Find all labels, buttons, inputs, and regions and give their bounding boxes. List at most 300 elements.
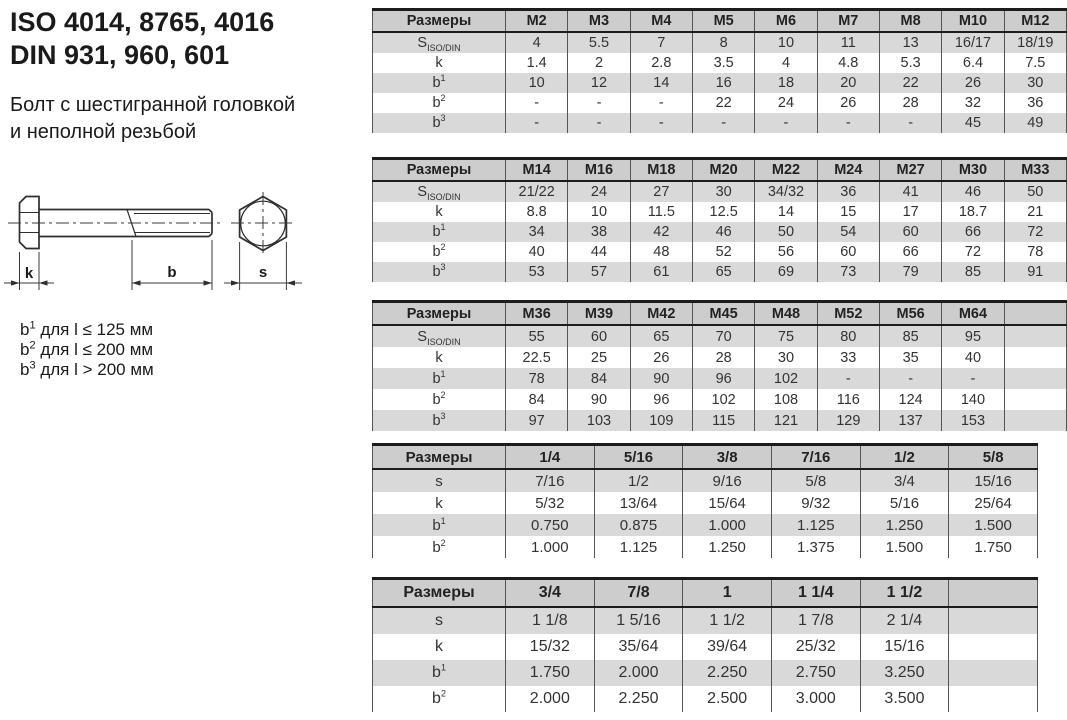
value-cell: 0.875 [594,514,683,536]
header-row [373,579,1038,608]
value-cell: 34/32 [755,181,817,202]
size-column-header: 1 1/2 [860,579,949,608]
value-cell: 36 [1004,93,1066,113]
value-cell: 5/16 [860,492,949,514]
value-cell: 52 [692,242,754,262]
value-cell: 25 [568,347,630,368]
row-label: $b^2$ [373,93,506,113]
value-cell: 18.7 [942,202,1004,222]
row-label: $b^1$ [373,660,506,686]
value-cell: 1.250 [683,536,772,558]
value-cell: 30 [1004,73,1066,93]
table-metric-m2-m12 [372,8,1067,133]
value-cell: 40 [942,347,1004,368]
size-column-header: 1/4 [506,445,595,470]
value-cell: 78 [506,368,568,389]
table-inch-small [372,443,1038,558]
table-row [373,686,1038,712]
value-cell: 85 [942,262,1004,282]
value-cell: 153 [942,410,1004,431]
value-cell: 54 [817,222,879,242]
dim-label-b: b [167,264,177,281]
value-cell: 24 [568,181,630,202]
value-cell: 66 [879,242,941,262]
value-cell: 5.5 [568,32,630,53]
row-label: $S_{ISO/DIN}$ [373,181,506,202]
value-cell: 24 [755,93,817,113]
size-column-header: M45 [692,302,754,326]
value-cell: 1.000 [506,536,595,558]
value-cell [949,634,1038,660]
value-cell: 36 [817,181,879,202]
size-column-header: M24 [817,159,879,182]
value-cell: 22.5 [506,347,568,368]
header-row [373,10,1067,33]
row-label: $b^2$ [373,389,506,410]
value-cell: 15/16 [860,634,949,660]
value-cell: 90 [568,389,630,410]
size-column-header: 5/8 [949,445,1038,470]
row-label: $S_{ISO/DIN}$ [373,32,506,53]
din-standards-title: DIN 931, 960, 601 [10,40,230,70]
row-label: k [373,634,506,660]
value-cell: 40 [506,242,568,262]
value-cell: 1 1/8 [506,607,595,634]
header-row [373,445,1038,470]
row-label: $S_{ISO/DIN}$ [373,325,506,347]
value-cell: 1.500 [860,536,949,558]
value-cell: 1.125 [594,536,683,558]
value-cell: 2.750 [771,660,860,686]
value-cell: 9/32 [771,492,860,514]
value-cell: 124 [879,389,941,410]
header-row [373,159,1067,182]
size-column-header: M2 [506,10,568,33]
size-column-header: 1 1/4 [771,579,860,608]
value-cell: 5.3 [879,53,941,73]
value-cell: 15/32 [506,634,595,660]
dimensions-header: Размеры [373,445,506,470]
value-cell: 1.4 [506,53,568,73]
product-description [10,92,295,146]
value-cell: 1 1/2 [683,607,772,634]
value-cell [1004,347,1066,368]
dimensions-header: Размеры [373,159,506,182]
value-cell: 1.500 [949,514,1038,536]
value-cell: 2.250 [683,660,772,686]
value-cell: 26 [817,93,879,113]
dimensions-header: Размеры [373,10,506,33]
value-cell: 12 [568,73,630,93]
row-label: $b^1$ [373,73,506,93]
size-column-header: 5/16 [594,445,683,470]
value-cell: 95 [942,325,1004,347]
value-cell: 102 [755,368,817,389]
value-cell: 84 [506,389,568,410]
value-cell: 91 [1004,262,1066,282]
value-cell: 10 [568,202,630,222]
thread-end-chamfer [209,234,212,237]
size-column-header: M8 [879,10,941,33]
size-column-header: M27 [879,159,941,182]
value-cell: 18 [755,73,817,93]
table-row [373,607,1038,634]
value-cell: - [506,93,568,113]
value-cell: 1 7/8 [771,607,860,634]
value-cell: 4.8 [817,53,879,73]
size-column-header: M3 [568,10,630,33]
value-cell: 1.125 [771,514,860,536]
value-cell: 96 [630,389,692,410]
row-label: k [373,53,506,73]
size-column-header: M4 [630,10,692,33]
value-cell: 10 [755,32,817,53]
value-cell: 109 [630,410,692,431]
value-cell: 2 1/4 [860,607,949,634]
value-cell: 45 [942,113,1004,133]
dimension-labels [25,264,267,282]
table-row [373,262,1067,282]
row-label: $b^2$ [373,242,506,262]
size-column-header: 7/8 [594,579,683,608]
value-cell: 17 [879,202,941,222]
value-cell: 11.5 [630,202,692,222]
value-cell: 30 [755,347,817,368]
value-cell: 73 [817,262,879,282]
value-cell: 14 [755,202,817,222]
value-cell: - [879,113,941,133]
value-cell: 15 [817,202,879,222]
table-row [373,222,1067,242]
size-column-header: M16 [568,159,630,182]
value-cell: 32 [942,93,1004,113]
row-label: s [373,607,506,634]
size-column-header: M48 [755,302,817,326]
size-column-header: M18 [630,159,692,182]
row-label: k [373,492,506,514]
value-cell [949,660,1038,686]
table-row [373,469,1038,492]
table-row [373,410,1067,431]
size-column-header: M22 [755,159,817,182]
value-cell: 79 [879,262,941,282]
value-cell: 84 [568,368,630,389]
value-cell: 44 [568,242,630,262]
row-label: $b^1$ [373,514,506,536]
value-cell: 50 [755,222,817,242]
value-cell: 26 [942,73,1004,93]
row-label: $b^2$ [373,686,506,712]
value-cell [1004,368,1066,389]
table-metric-m14-m33 [372,157,1067,282]
value-cell: 1.000 [683,514,772,536]
value-cell: 56 [755,242,817,262]
value-cell: 15/16 [949,469,1038,492]
value-cell: 21 [1004,202,1066,222]
value-cell [949,686,1038,712]
value-cell: 6.4 [942,53,1004,73]
value-cell: 9/16 [683,469,772,492]
value-cell: 35/64 [594,634,683,660]
size-column-header: M5 [692,10,754,33]
size-column-header: M10 [942,10,1004,33]
header-row [373,302,1067,326]
value-cell: 22 [692,93,754,113]
dimensions-header: Размеры [373,579,506,608]
value-cell: 80 [817,325,879,347]
value-cell: 8 [692,32,754,53]
value-cell [1004,410,1066,431]
size-column-header: M42 [630,302,692,326]
length-notes [20,320,154,380]
table-row [373,536,1038,558]
note-line: $b^2$ для l ≤ 200 мм [20,339,154,359]
size-column-header: M14 [506,159,568,182]
value-cell: - [630,113,692,133]
value-cell: 140 [942,389,1004,410]
value-cell: 85 [879,325,941,347]
row-label: k [373,347,506,368]
value-cell: 46 [692,222,754,242]
value-cell [1004,389,1066,410]
row-label: $b^1$ [373,368,506,389]
value-cell: 66 [942,222,1004,242]
value-cell: 55 [506,325,568,347]
value-cell: 16/17 [942,32,1004,53]
value-cell: 60 [817,242,879,262]
value-cell: - [817,113,879,133]
value-cell: 1.750 [506,660,595,686]
value-cell: - [568,113,630,133]
size-column-header: 3/4 [506,579,595,608]
row-label: $b^3$ [373,410,506,431]
value-cell: 12.5 [692,202,754,222]
value-cell: 35 [879,347,941,368]
table-row [373,202,1067,222]
size-column-header: M33 [1004,159,1066,182]
size-column-header: M39 [568,302,630,326]
dimensions-header: Размеры [373,302,506,326]
value-cell: 57 [568,262,630,282]
value-cell: 14 [630,73,692,93]
size-column-header: M56 [879,302,941,326]
dim-label-s: s [258,264,268,281]
value-cell: 3/4 [860,469,949,492]
value-cell: 53 [506,262,568,282]
value-cell: 61 [630,262,692,282]
table-row [373,389,1067,410]
product-description-line1: Болт с шестигранной головкой [10,94,296,116]
size-column-header: 7/16 [771,445,860,470]
table-row [373,634,1038,660]
value-cell: 2.250 [594,686,683,712]
value-cell: 8.8 [506,202,568,222]
value-cell: 20 [817,73,879,93]
value-cell: 60 [568,325,630,347]
value-cell: 108 [755,389,817,410]
row-label: $b^3$ [373,262,506,282]
table-row [373,93,1067,113]
value-cell: 49 [1004,113,1066,133]
size-column-header: M64 [942,302,1004,326]
value-cell: 4 [506,32,568,53]
table-row [373,347,1067,368]
value-cell: 27 [630,181,692,202]
bolt-technical-drawing [0,188,330,320]
value-cell: 21/22 [506,181,568,202]
row-label: $b^1$ [373,222,506,242]
value-cell: 5/8 [771,469,860,492]
table-row [373,325,1067,347]
row-label: k [373,202,506,222]
value-cell [949,607,1038,634]
value-cell: 1/2 [594,469,683,492]
value-cell: 26 [630,347,692,368]
note-line: $b^1$ для l ≤ 125 мм [20,319,154,339]
value-cell: 97 [506,410,568,431]
value-cell: 25/64 [949,492,1038,514]
value-cell: 2 [568,53,630,73]
value-cell: 2.500 [683,686,772,712]
size-column-header: 3/8 [683,445,772,470]
value-cell: 38 [568,222,630,242]
value-cell: 3.5 [692,53,754,73]
value-cell: 13/64 [594,492,683,514]
value-cell: 102 [692,389,754,410]
value-cell: 18/19 [1004,32,1066,53]
size-column-header: M30 [942,159,1004,182]
value-cell: - [942,368,1004,389]
value-cell: 25/32 [771,634,860,660]
value-cell: 116 [817,389,879,410]
size-column-header: 1 [683,579,772,608]
value-cell: 90 [630,368,692,389]
value-cell: 103 [568,410,630,431]
value-cell: - [506,113,568,133]
table-row [373,73,1067,93]
product-description-line2: и неполной резьбой [10,121,197,143]
value-cell: 2.000 [594,660,683,686]
table-row [373,53,1067,73]
value-cell: 60 [879,222,941,242]
value-cell: - [630,93,692,113]
value-cell: 1.250 [860,514,949,536]
dim-label-k: k [24,265,34,282]
value-cell: 7.5 [1004,53,1066,73]
value-cell: 30 [692,181,754,202]
value-cell: 16 [692,73,754,93]
value-cell: 7/16 [506,469,595,492]
value-cell: 75 [755,325,817,347]
value-cell: 70 [692,325,754,347]
value-cell: 28 [692,347,754,368]
value-cell: 13 [879,32,941,53]
standards-title [10,6,274,72]
value-cell: 1.375 [771,536,860,558]
value-cell: 50 [1004,181,1066,202]
value-cell: 33 [817,347,879,368]
size-column-header: M20 [692,159,754,182]
value-cell: 34 [506,222,568,242]
size-column-header: M36 [506,302,568,326]
value-cell: 42 [630,222,692,242]
value-cell: 48 [630,242,692,262]
note-line: $b^3$ для l > 200 мм [20,359,154,379]
value-cell: 78 [1004,242,1066,262]
empty-column-header [1004,302,1066,326]
value-cell: 15/64 [683,492,772,514]
value-cell: 46 [942,181,1004,202]
size-column-header: M6 [755,10,817,33]
table-row [373,368,1067,389]
value-cell: 2.8 [630,53,692,73]
size-column-header: M52 [817,302,879,326]
value-cell: 41 [879,181,941,202]
value-cell: 115 [692,410,754,431]
value-cell: 72 [942,242,1004,262]
empty-column-header [949,579,1038,608]
value-cell: 69 [755,262,817,282]
value-cell: - [692,113,754,133]
value-cell: 5/32 [506,492,595,514]
value-cell: 2.000 [506,686,595,712]
value-cell: 121 [755,410,817,431]
table-row [373,660,1038,686]
size-column-header: 1/2 [860,445,949,470]
row-label: s [373,469,506,492]
value-cell: 7 [630,32,692,53]
value-cell: 3.500 [860,686,949,712]
row-label: $b^2$ [373,536,506,558]
value-cell: 10 [506,73,568,93]
value-cell: 3.250 [860,660,949,686]
size-column-header: M7 [817,10,879,33]
row-label: $b^3$ [373,113,506,133]
size-column-header: M12 [1004,10,1066,33]
value-cell: 65 [630,325,692,347]
value-cell: 4 [755,53,817,73]
value-cell: 96 [692,368,754,389]
value-cell [1004,325,1066,347]
value-cell: 11 [817,32,879,53]
value-cell: - [879,368,941,389]
table-metric-m36-m64 [372,300,1067,431]
value-cell: 3.000 [771,686,860,712]
value-cell: 129 [817,410,879,431]
value-cell: 72 [1004,222,1066,242]
value-cell: 1.750 [949,536,1038,558]
table-row [373,113,1067,133]
value-cell: - [568,93,630,113]
value-cell: 65 [692,262,754,282]
table-inch-large [372,577,1038,712]
table-row [373,514,1038,536]
value-cell: 39/64 [683,634,772,660]
value-cell: 137 [879,410,941,431]
value-cell: 22 [879,73,941,93]
value-cell: - [755,113,817,133]
value-cell: 28 [879,93,941,113]
table-row [373,32,1067,53]
table-row [373,492,1038,514]
value-cell: 0.750 [506,514,595,536]
value-cell: 1 5/16 [594,607,683,634]
table-row [373,181,1067,202]
table-row [373,242,1067,262]
thread-end-chamfer [209,210,212,213]
value-cell: - [817,368,879,389]
iso-standards-title: ISO 4014, 8765, 4016 [10,7,275,37]
